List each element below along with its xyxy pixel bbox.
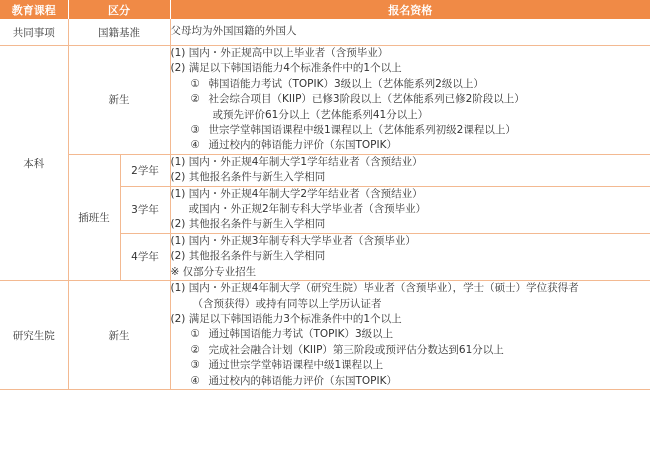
list-item: (2) 其他报名条件与新生入学相同 — [170, 250, 326, 263]
circled-number: ③ — [190, 124, 200, 137]
list-item — [171, 343, 650, 358]
list-item: (1) 国内・外正规4年制大学1学年结业者（含预结业） — [170, 155, 423, 168]
list-item: (1) 国内・外正规3年制专科大学毕业者（含预毕业） — [170, 234, 416, 247]
list-item-text: 通过校内的韩语能力评价（东国TOPIK） — [208, 139, 397, 152]
undergrad-freshman-qualification — [170, 46, 650, 155]
list-item-text: 通过校内的韩语能力评价（东国TOPIK） — [208, 374, 397, 387]
graduate-qualification — [170, 281, 650, 390]
list-item — [171, 327, 650, 342]
transfer-grade-4: 4学年 — [120, 233, 170, 280]
undergrad-freshman-category: 新生 — [68, 46, 170, 155]
list-item-text: 通过韩国语能力考试（TOPIK）3级以上 — [208, 328, 394, 341]
list-item: （含预获得）或持有同等以上学历认证者 — [192, 297, 382, 310]
table-row-transfer-2 — [0, 154, 650, 186]
list-item: (2) 其他报名条件与新生入学相同 — [170, 171, 326, 184]
circled-number: ② — [190, 93, 200, 106]
list-item — [171, 108, 650, 123]
circled-number: ① — [190, 77, 200, 90]
list-item — [171, 374, 650, 389]
list-item-text: 社会综合项目（KIIP）已修3阶段以上（艺体能系列已修2阶段以上） — [208, 93, 525, 106]
undergrad-course: 本科 — [0, 46, 68, 281]
table-row-undergrad-freshman — [0, 46, 650, 155]
list-item — [171, 358, 650, 373]
list-item: (1) 国内・外正规高中以上毕业者（含预毕业） — [170, 47, 389, 59]
list-item: (1) 国内・外正规4年制大学2学年结业者（含预结业） — [170, 187, 423, 200]
list-item — [171, 123, 650, 138]
transfer-grade-2: 2学年 — [120, 154, 170, 186]
list-item: (1) 国内・外正规4年制大学（研究生院）毕业者（含预毕业），学士（硕士）学位获得者 — [170, 282, 579, 295]
undergrad-transfer-category: 插班生 — [68, 154, 120, 280]
graduate-category: 新生 — [68, 281, 170, 390]
circled-number: ④ — [190, 139, 200, 152]
transfer-grade-3: 3学年 — [120, 186, 170, 233]
common-qualification: 父母均为外国国籍的外国人 — [170, 19, 650, 46]
list-item: (2) 其他报名条件与新生入学相同 — [170, 218, 326, 231]
table-row-common — [0, 19, 650, 46]
list-item-text: 完成社会融合计划（KIIP）第三阶段或预评估分数达到61分以上 — [208, 343, 504, 356]
transfer-grade-2-qualification — [170, 154, 650, 186]
transfer-grade-4-qualification — [170, 233, 650, 280]
common-course: 共同事项 — [0, 19, 68, 46]
header-qualification: 报名资格 — [170, 0, 650, 19]
list-item — [171, 92, 650, 107]
list-item: ※ 仅部分专业招生 — [170, 265, 257, 278]
transfer-grade-3-qualification — [170, 186, 650, 233]
header-course: 教育课程 — [0, 0, 68, 19]
common-category: 国籍基准 — [68, 19, 170, 46]
graduate-course: 研究生院 — [0, 281, 68, 390]
circled-number: ③ — [190, 359, 200, 372]
list-item-text: 韩国语能力考试（TOPIK）3级以上（艺体能系列2级以上） — [208, 77, 484, 90]
list-item — [171, 77, 650, 92]
list-item-text: 通过世宗学堂韩语课程中级1课程以上 — [208, 359, 384, 372]
circled-number: ② — [190, 343, 200, 356]
list-item-text: 世宗学堂韩国语课程中级1课程以上（艺体能系列初级2课程以上） — [208, 124, 516, 137]
list-item: 或国内・外正规2年制专科大学毕业者（含预毕业） — [188, 203, 427, 216]
list-item — [171, 138, 650, 153]
table-row-graduate — [0, 281, 650, 390]
list-item-text: 或预先评价61分以上（艺体能系列41分以上） — [212, 108, 429, 121]
list-item: (2) 满足以下韩国语能力4个标准条件中的1个以上 — [170, 62, 402, 75]
circled-number: ① — [190, 328, 200, 341]
list-item: (2) 满足以下韩国语能力3个标准条件中的1个以上 — [170, 312, 402, 325]
header-category: 区分 — [68, 0, 170, 19]
circled-number: ④ — [190, 374, 200, 387]
table-header-row — [0, 0, 650, 19]
